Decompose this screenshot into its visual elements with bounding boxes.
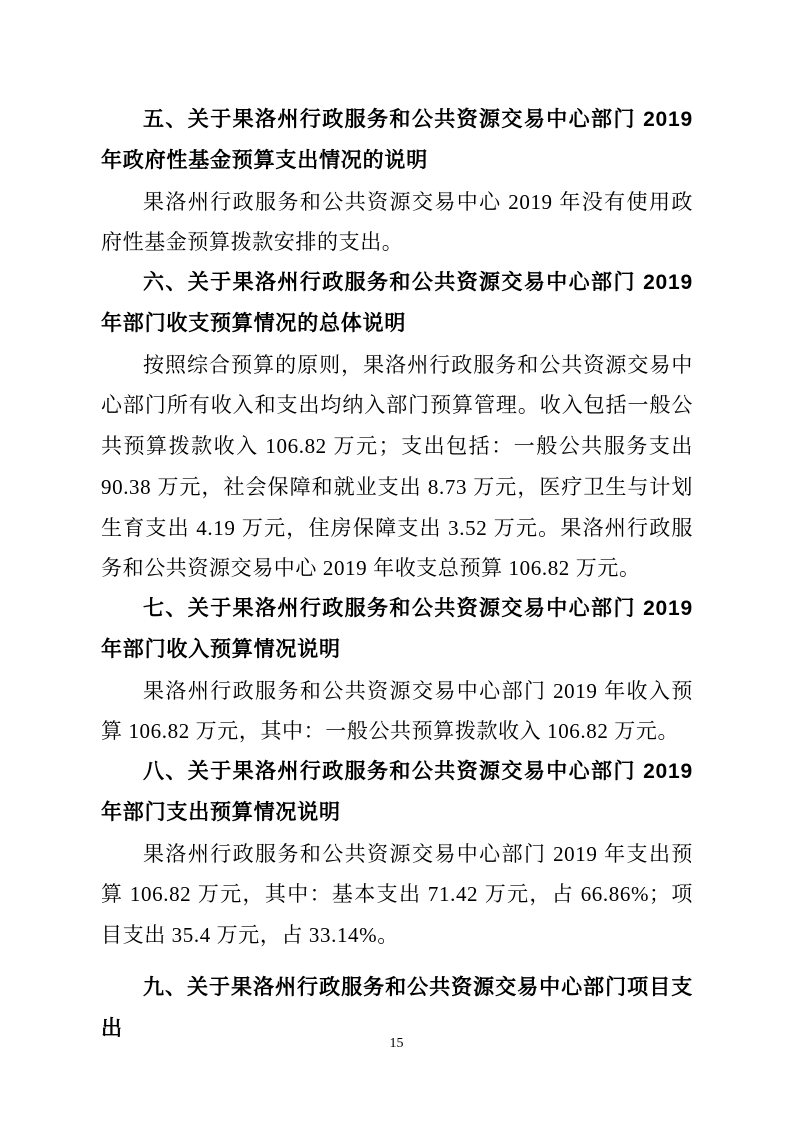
section-9-heading: 九、关于果洛州行政服务和公共资源交易中心部门项目支出	[101, 975, 693, 1040]
section-7-paragraph: 果洛州行政服务和公共资源交易中心部门 2019 年收入预算 106.82 万元，其中：一般公共预算拨款收入 106.82 万元。	[101, 678, 693, 744]
document-content	[101, 100, 693, 1049]
section-7-heading: 七、关于果洛州行政服务和公共资源交易中心部门 2019 年部门收入预算情况说明	[101, 597, 693, 661]
section-8-paragraph: 果洛州行政服务和公共资源交易中心部门 2019 年支出预算 106.82 万元，其中：基本支出 71.42 万元，占 66.86%；项目支出 35.4 万元，占 33.14%。	[101, 841, 693, 947]
section-5-paragraph: 果洛州行政服务和公共资源交易中心 2019 年没有使用政府性基金预算拨款安排的支出。	[101, 189, 693, 255]
page-number: 15	[389, 1036, 404, 1051]
section-6-paragraph: 按照综合预算的原则，果洛州行政服务和公共资源交易中心部门所有收入和支出均纳入部门预算管理。收入包括一般公共预算拨款收入 106.82 万元；支出包括：一般公共服务支出 90.38 万元，社会保障和就业支出 8.73 万元，医疗卫生与计划生育支出 4.19 万元，住房保障支出 3.52 万元。果洛州行政服务和公共资源交易中心 2019 年收支总预算 106.82 万元。	[101, 352, 693, 581]
section-8-heading: 八、关于果洛州行政服务和公共资源交易中心部门 2019 年部门支出预算情况说明	[101, 760, 693, 824]
page-footer	[0, 1034, 793, 1052]
section-6-heading: 六、关于果洛州行政服务和公共资源交易中心部门 2019 年部门收支预算情况的总体说明	[101, 271, 693, 335]
section-5-heading: 五、关于果洛州行政服务和公共资源交易中心部门 2019 年政府性基金预算支出情况的说明	[101, 108, 693, 172]
